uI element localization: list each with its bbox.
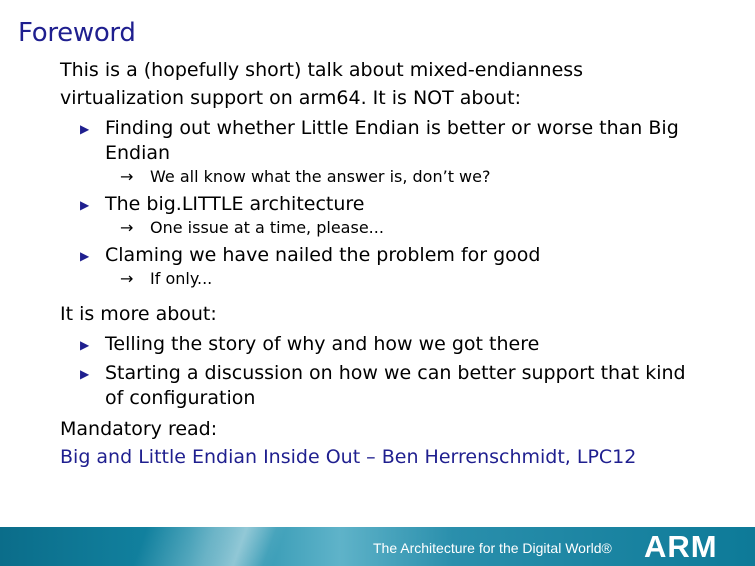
footer-band: [0, 527, 755, 566]
intro-line: virtualization support on arm64. It is NOT about:: [60, 87, 522, 109]
triangle-bullet-icon: ▶: [80, 367, 90, 381]
slide-body: [60, 56, 720, 471]
not-about-list: [60, 116, 720, 290]
intro-paragraph: [60, 56, 720, 112]
mandatory-read-heading: Mandatory read:: [60, 418, 218, 440]
sub-item-text: If only...: [150, 269, 213, 288]
sub-item: [60, 217, 720, 239]
footer-tagline: The Architecture for the Digital World®: [373, 540, 612, 556]
right-arrow-icon: →: [120, 269, 134, 288]
sub-item: [60, 268, 720, 290]
list-item-text: Telling the story of why and how we got there: [105, 333, 540, 355]
sub-item: [60, 166, 720, 188]
list-item-text: Starting a discussion on how we can better support that kind: [105, 362, 686, 384]
intro-line: This is a (hopefully short) talk about mixed-endianness: [60, 59, 584, 81]
list-item: [60, 192, 720, 217]
triangle-bullet-icon: ▶: [80, 249, 90, 263]
triangle-bullet-icon: ▶: [80, 198, 90, 212]
right-arrow-icon: →: [120, 218, 134, 237]
sub-item-text: We all know what the answer is, don’t we?: [150, 167, 491, 186]
more-about-list: [60, 332, 720, 411]
list-item-text: The big.LITTLE architecture: [105, 193, 365, 215]
list-item: [60, 361, 720, 411]
triangle-bullet-icon: ▶: [80, 338, 90, 352]
arm-logo: ARM: [644, 529, 718, 564]
slide-title: Foreword: [18, 18, 136, 48]
list-item-text: Finding out whether Little Endian is better or worse than Big: [105, 117, 679, 139]
list-item: [60, 243, 720, 268]
list-item: [60, 116, 720, 166]
right-arrow-icon: →: [120, 167, 134, 186]
list-item-text: Endian: [105, 142, 171, 164]
more-about-heading: It is more about:: [60, 303, 217, 325]
list-item: [60, 332, 720, 357]
list-item-text: of configuration: [105, 387, 256, 409]
sub-item-text: One issue at a time, please...: [150, 218, 384, 237]
reference-link[interactable]: Big and Little Endian Inside Out – Ben Herrenschmidt, LPC12: [60, 446, 637, 468]
triangle-bullet-icon: ▶: [80, 122, 90, 136]
list-item-text: Claming we have nailed the problem for good: [105, 244, 541, 266]
